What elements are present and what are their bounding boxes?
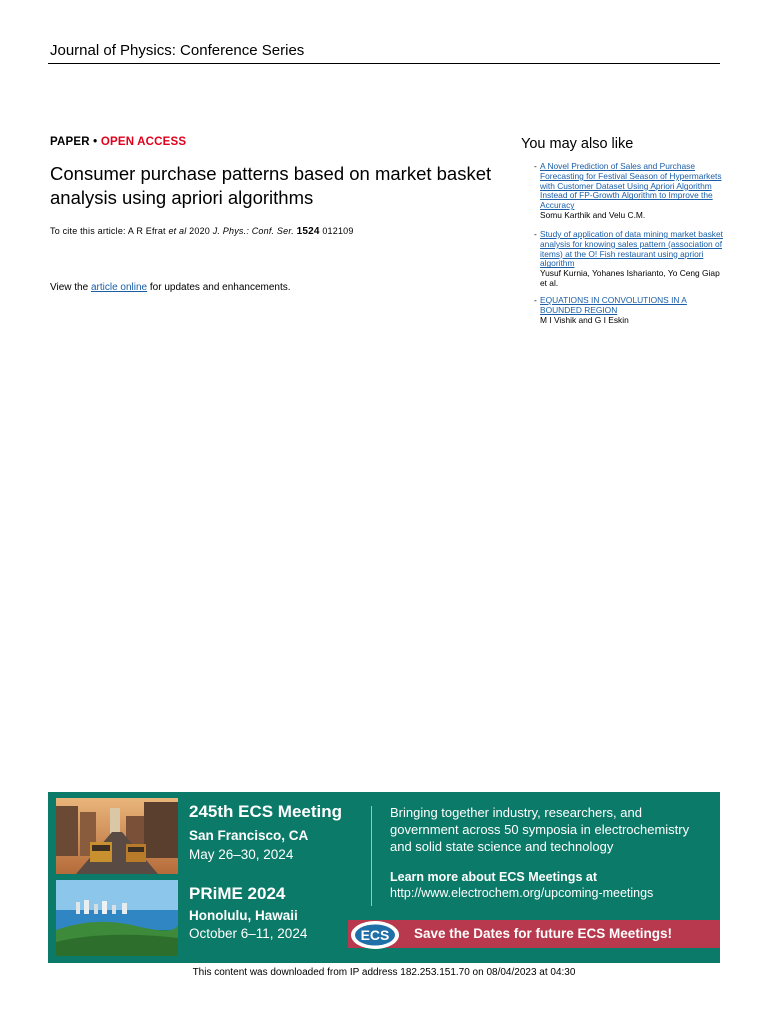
journal-title: Journal of Physics: Conference Series	[50, 42, 305, 59]
meeting-1-name: 245th ECS Meeting	[189, 802, 343, 821]
related-article-item	[534, 161, 725, 221]
related-articles-heading: You may also like	[521, 136, 634, 152]
view-prefix: View the	[50, 282, 91, 293]
related-article-link[interactable]: A Novel Prediction of Sales and Purchase Forecasting for Festival Season of Hypermarkets with Customer Dataset Using Apriori Algorithm Instead of FP-Growth Algorithm to Improve the Accuracy	[540, 161, 722, 211]
related-article-link[interactable]: Study of application of data mining market basket analysis for knowing sales pattern (association of items) at the O! Fish restaurant using apriori algorithm	[540, 229, 723, 269]
related-article-link[interactable]: EQUATIONS IN CONVOLUTIONS IN A BOUNDED REGION	[540, 295, 687, 315]
meeting-1-city: San Francisco, CA	[189, 828, 309, 843]
list-dash: -	[534, 229, 537, 239]
learn-more-heading: Learn more about ECS Meetings at	[390, 870, 597, 884]
view-online-text	[50, 282, 291, 293]
citation-prefix: To cite this article: A R Efrat	[50, 226, 169, 236]
download-note: This content was downloaded from IP address 182.253.151.70 on 08/04/2023 at 04:30	[192, 967, 576, 978]
citation-article-number: 012109	[319, 226, 354, 236]
ecs-logo-text: ECS	[360, 927, 390, 943]
ecs-logo-icon	[350, 920, 400, 950]
meeting-2-name: PRiME 2024	[189, 884, 286, 903]
honolulu-photo	[56, 880, 178, 956]
paper-label	[50, 136, 186, 148]
label-separator: •	[89, 136, 101, 148]
citation-line	[50, 226, 354, 237]
meeting-2-city: Honolulu, Hawaii	[189, 908, 298, 923]
ecs-meetings-banner[interactable]	[48, 792, 720, 963]
meeting-1-dates: May 26–30, 2024	[189, 847, 294, 862]
citation-etal: et al	[168, 226, 187, 236]
related-article-authors: Somu Karthik and Velu C.M.	[540, 209, 646, 220]
related-article-item	[534, 229, 725, 289]
view-suffix: for updates and enhancements.	[147, 282, 291, 293]
san-francisco-photo	[56, 798, 178, 874]
article-online-link[interactable]: article online	[90, 282, 148, 293]
related-article-authors: Yusuf Kurnia, Yohanes Isharianto, Yo Ceng Giap et al.	[540, 268, 720, 288]
citation-volume: 1524	[296, 226, 320, 237]
list-dash: -	[534, 161, 537, 171]
citation-year: 2020	[186, 226, 213, 236]
save-dates-text[interactable]: Save the Dates for future ECS Meetings!	[414, 926, 673, 941]
banner-description: Bringing together industry, researchers, and government across 50 symposia in electrochemistry and solid state science and technology	[390, 805, 690, 854]
meetings-url[interactable]: http://www.electrochem.org/upcoming-meetings	[390, 886, 654, 900]
related-article-item	[534, 295, 725, 325]
citation-journal: J. Phys.: Conf. Ser.	[212, 226, 294, 236]
open-access-badge: OPEN ACCESS	[100, 136, 187, 148]
related-article-authors: M I Vishik and G I Eskin	[540, 314, 629, 325]
meeting-2-dates: October 6–11, 2024	[189, 926, 308, 941]
header-divider	[48, 63, 720, 64]
banner-divider	[371, 806, 372, 906]
article-title: Consumer purchase patterns based on market basket analysis using apriori algorithms	[50, 163, 492, 208]
paper-type: PAPER	[50, 136, 90, 148]
list-dash: -	[534, 295, 537, 305]
